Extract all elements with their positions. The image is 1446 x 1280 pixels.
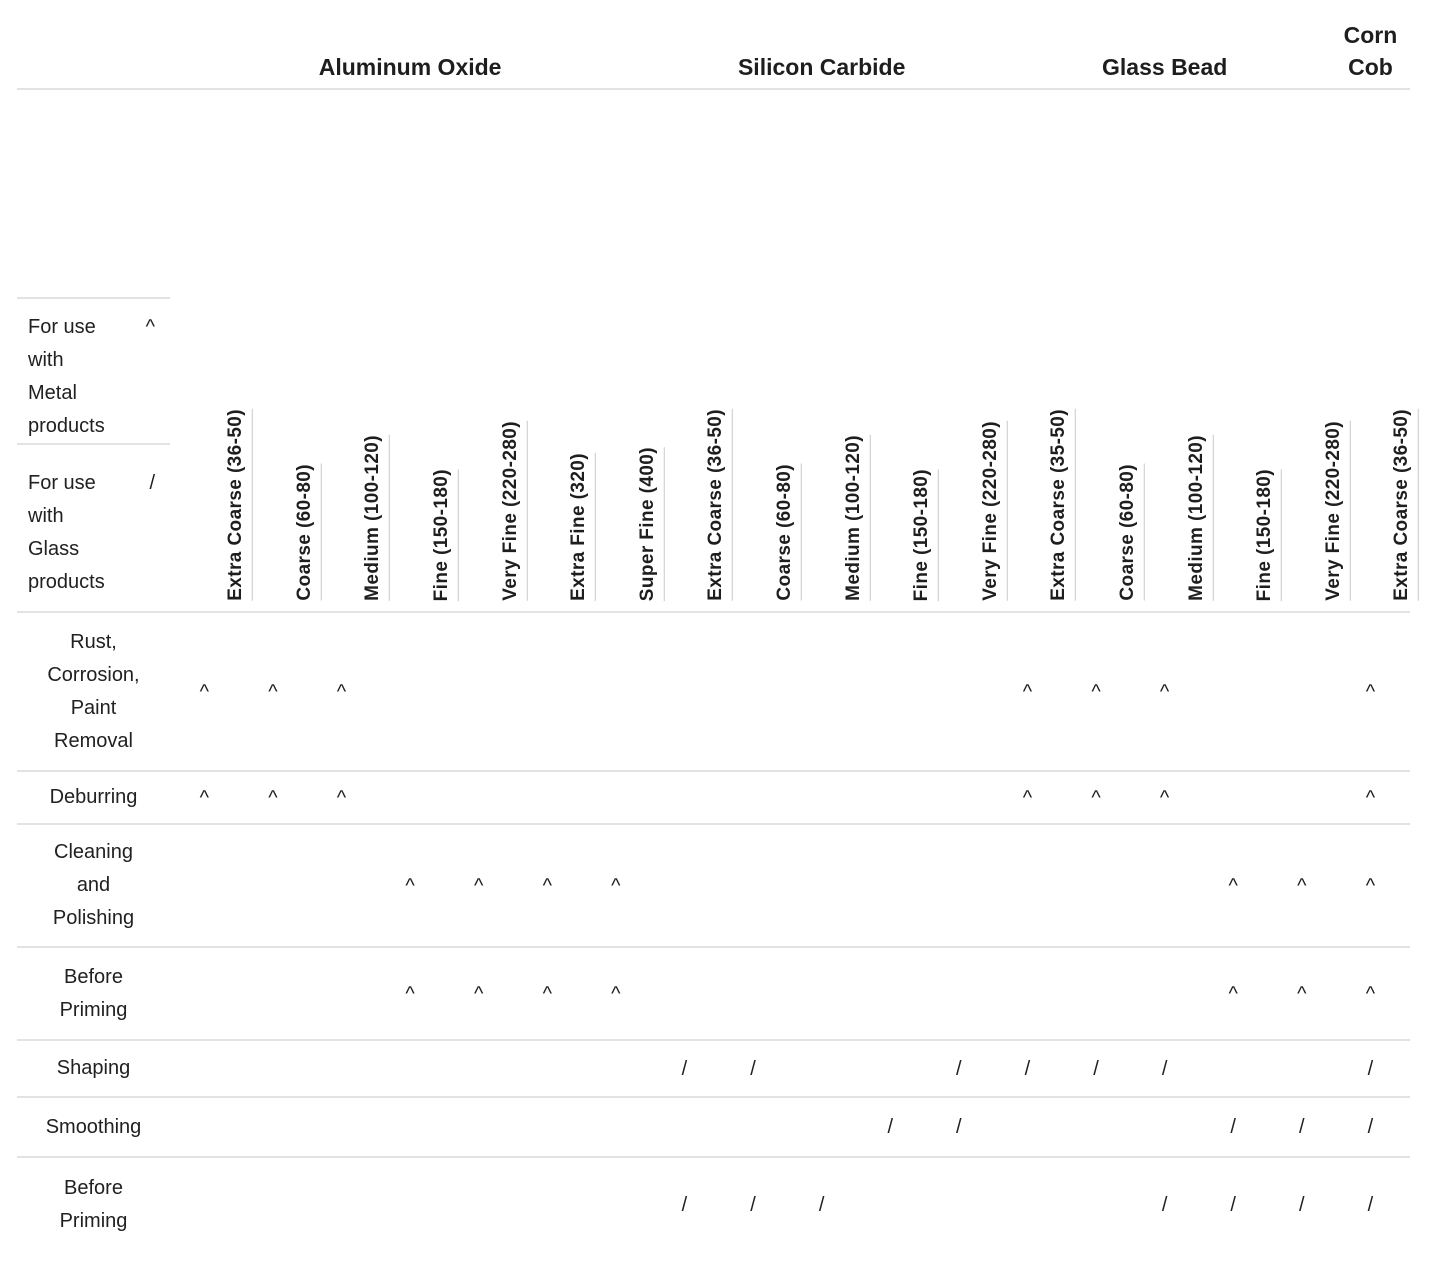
- grit-column-label: Coarse (60-80): [293, 464, 322, 601]
- metal-mark-icon: ^: [1228, 982, 1238, 1005]
- mark-cell: [307, 788, 376, 808]
- grit-column-label: Medium (100-120): [842, 435, 871, 601]
- mark-cell: [1062, 682, 1131, 702]
- media-group-label: Corn Cob: [1343, 22, 1398, 80]
- glass-mark-icon: /: [1161, 1057, 1168, 1080]
- metal-mark-icon: ^: [473, 982, 484, 1005]
- glass-mark-icon: /: [818, 1193, 825, 1216]
- glass-mark-icon: /: [681, 1057, 688, 1080]
- legend-text-line: [28, 410, 155, 443]
- grit-column: [376, 90, 453, 611]
- glass-mark-icon: /: [1161, 1193, 1168, 1216]
- mark-cell: [1199, 876, 1268, 896]
- mark-cell: [1336, 682, 1405, 702]
- grit-column-label: Fine (150-180): [430, 469, 459, 601]
- media-group-header-row: [17, 0, 1410, 90]
- metal-mark-icon: ^: [542, 874, 552, 897]
- grit-column: [582, 90, 658, 611]
- metal-mark-icon: ^: [405, 874, 415, 897]
- row-label: [17, 781, 170, 814]
- mark-cell: [1336, 1117, 1405, 1137]
- metal-mark-icon: ^: [1228, 874, 1238, 897]
- grit-column: [307, 90, 384, 611]
- grit-column-label: Fine (150-180): [1253, 469, 1282, 601]
- mark-cell: [1268, 1117, 1337, 1137]
- metal-mark-icon: ^: [268, 786, 278, 809]
- mark-cell: [513, 876, 582, 896]
- grit-column: [513, 90, 590, 611]
- metal-mark-icon: ^: [336, 680, 347, 703]
- glass-mark-icon: /: [887, 1116, 894, 1138]
- metal-mark-icon: ^: [542, 982, 552, 1005]
- table-content: [17, 0, 1413, 1251]
- metal-mark-icon: ^: [473, 874, 484, 897]
- grit-column-label: Fine (150-180): [910, 469, 939, 601]
- row-label-line: Shaping: [56, 1057, 131, 1079]
- legend-text: products: [28, 571, 105, 593]
- metal-mark-icon: ^: [1297, 874, 1307, 897]
- mark-cell: [376, 876, 445, 896]
- mark-cell: [1336, 1059, 1405, 1079]
- legend-text-line: [28, 467, 155, 500]
- metal-mark-icon: ^: [1022, 786, 1033, 809]
- mark-cell: [719, 1195, 788, 1215]
- metal-mark-icon: ^: [1365, 874, 1376, 897]
- glass-mark-icon: /: [1299, 1193, 1305, 1216]
- grit-column: [993, 90, 1070, 611]
- mark-cell: [1336, 1195, 1405, 1215]
- legend-text-line: [28, 500, 155, 533]
- mark-cell: [239, 788, 308, 808]
- media-group-header: [170, 51, 650, 88]
- row-label: [17, 626, 170, 758]
- table-row: [17, 1098, 1410, 1158]
- glass-mark-icon: /: [1230, 1116, 1236, 1138]
- row-label-line: Before: [64, 1176, 123, 1199]
- mark-cell: [444, 984, 513, 1004]
- mark-cell: [1130, 1059, 1199, 1079]
- media-group-header: [650, 51, 993, 88]
- grit-column-label: Very Fine (220-280): [499, 421, 528, 601]
- grit-column-label: Very Fine (220-280): [979, 421, 1008, 601]
- media-group-label: Glass Bead: [1102, 54, 1228, 80]
- grit-column-label: Very Fine (220-280): [1322, 421, 1351, 601]
- mark-cell: [307, 682, 376, 702]
- metal-mark-icon: ^: [199, 786, 209, 809]
- legend-text-line: [28, 377, 155, 410]
- mark-cell: [1336, 788, 1405, 808]
- grit-column-label: Coarse (60-80): [773, 464, 802, 601]
- metal-mark-icon: ^: [1159, 786, 1170, 809]
- mark-cell: [1130, 1195, 1199, 1215]
- metal-mark-icon: ^: [1091, 680, 1101, 703]
- legend-text: Glass: [28, 538, 80, 560]
- row-label: [17, 1052, 170, 1085]
- row-label: [17, 1172, 170, 1238]
- media-group-header: [1336, 19, 1405, 88]
- metal-mark-icon: ^: [1022, 680, 1033, 703]
- media-group-label: Aluminum Oxide: [318, 54, 502, 80]
- row-label-line: Polishing: [52, 907, 135, 929]
- grit-column: [1062, 90, 1139, 611]
- row-label-line: Removal: [54, 729, 133, 752]
- metal-mark-icon: ^: [268, 680, 278, 703]
- mark-cell: [1199, 984, 1268, 1004]
- mark-cell: [787, 1195, 856, 1215]
- mark-cell: [993, 1059, 1062, 1079]
- mark-cell: [444, 876, 513, 896]
- glass-slash-icon: /: [149, 472, 155, 494]
- grit-column: [856, 90, 933, 611]
- table-row: [17, 1041, 1410, 1098]
- legend: [17, 90, 170, 611]
- mark-cell: [1336, 984, 1405, 1004]
- glass-mark-icon: /: [1093, 1057, 1099, 1080]
- mark-cell: [1268, 876, 1337, 896]
- metal-mark-icon: ^: [1159, 680, 1170, 703]
- grit-column: [787, 90, 864, 611]
- mark-cell: [650, 1195, 719, 1215]
- metal-mark-icon: ^: [611, 874, 621, 897]
- metal-mark-icon: ^: [199, 680, 209, 703]
- grit-column-label: Extra Coarse (36-50): [1390, 409, 1419, 601]
- grit-column: [1336, 90, 1413, 611]
- row-label-line: Deburring: [49, 786, 138, 808]
- mark-cell: [1336, 876, 1405, 896]
- grit-column-header-row: [17, 90, 1413, 613]
- table-row: [17, 825, 1410, 948]
- table-body: [17, 613, 1410, 1251]
- grit-column-header: [1390, 409, 1419, 606]
- mark-cell: [1130, 682, 1199, 702]
- mark-cell: [582, 876, 651, 896]
- grit-column: [650, 90, 727, 611]
- glass-mark-icon: /: [956, 1057, 962, 1080]
- glass-mark-icon: /: [1230, 1193, 1236, 1216]
- row-label-line: Paint: [70, 696, 117, 719]
- grit-column: [170, 90, 247, 611]
- glass-mark-icon: /: [1024, 1057, 1031, 1080]
- mark-cell: [239, 682, 308, 702]
- legend-metal: [17, 297, 170, 443]
- mark-cell: [993, 788, 1062, 808]
- row-label-line: Smoothing: [45, 1115, 142, 1138]
- row-label-line: Rust,: [70, 630, 117, 653]
- mark-cell: [376, 984, 445, 1004]
- grit-column: [1199, 90, 1276, 611]
- mark-cell: [1268, 1195, 1337, 1215]
- grit-column: [239, 90, 315, 611]
- media-group-label: Silicon Carbide: [737, 54, 906, 80]
- legend-text-line: [28, 533, 155, 566]
- glass-mark-icon: /: [750, 1193, 756, 1216]
- legend-text: For use: [28, 472, 96, 494]
- glass-mark-icon: /: [750, 1057, 756, 1080]
- row-label-line: Priming: [59, 1209, 128, 1232]
- mark-cell: [170, 788, 239, 808]
- table-row: [17, 1158, 1410, 1251]
- legend-text: For use: [28, 316, 96, 338]
- grit-column-label: Coarse (60-80): [1116, 464, 1145, 601]
- mark-cell: [925, 1059, 994, 1079]
- row-label: [17, 836, 170, 935]
- legend-text: with: [28, 505, 64, 527]
- mark-cell: [1199, 1117, 1268, 1137]
- glass-mark-icon: /: [681, 1193, 688, 1216]
- row-label-line: Cleaning: [54, 841, 133, 863]
- grit-column-label: Medium (100-120): [1185, 435, 1214, 601]
- mark-cell: [170, 682, 239, 702]
- grit-column-label: Extra Coarse (35-50): [1047, 409, 1076, 601]
- metal-mark-icon: ^: [336, 786, 347, 809]
- legend-text-line: [28, 566, 155, 599]
- table-row: [17, 948, 1410, 1041]
- metal-caret-icon: ^: [145, 316, 155, 338]
- mark-cell: [1199, 1195, 1268, 1215]
- mark-cell: [856, 1117, 925, 1137]
- metal-mark-icon: ^: [611, 982, 621, 1005]
- grit-column-label: Medium (100-120): [361, 435, 390, 601]
- media-group-header: [993, 51, 1336, 88]
- mark-cell: [650, 1059, 719, 1079]
- metal-mark-icon: ^: [405, 982, 415, 1005]
- legend-text: products: [28, 415, 105, 437]
- mark-cell: [719, 1059, 788, 1079]
- glass-mark-icon: /: [1367, 1116, 1374, 1138]
- glass-mark-icon: /: [1367, 1057, 1374, 1080]
- metal-mark-icon: ^: [1091, 786, 1101, 809]
- table-row: [17, 772, 1410, 825]
- legend-text: with: [28, 349, 64, 371]
- mark-cell: [925, 1117, 994, 1137]
- row-label: [17, 1111, 170, 1144]
- grit-column: [1268, 90, 1344, 611]
- metal-mark-icon: ^: [1297, 982, 1307, 1005]
- mark-cell: [1268, 984, 1337, 1004]
- legend-glass: [17, 443, 170, 611]
- grit-column: [444, 90, 521, 611]
- row-label-line: and: [76, 874, 111, 896]
- table-row: [17, 613, 1410, 772]
- grit-column: [925, 90, 1001, 611]
- mark-cell: [1062, 1059, 1131, 1079]
- glass-mark-icon: /: [956, 1116, 962, 1138]
- grit-column-label: Super Fine (400): [636, 447, 665, 601]
- row-label-line: Corrosion,: [47, 663, 140, 686]
- metal-mark-icon: ^: [1365, 786, 1376, 809]
- row-label-line: Before: [64, 965, 123, 988]
- grit-column-label: Extra Coarse (36-50): [704, 409, 733, 601]
- mark-cell: [513, 984, 582, 1004]
- mark-cell: [1062, 788, 1131, 808]
- mark-cell: [1130, 788, 1199, 808]
- row-label-line: Priming: [59, 998, 128, 1021]
- metal-mark-icon: ^: [1365, 680, 1376, 703]
- mark-cell: [582, 984, 651, 1004]
- glass-mark-icon: /: [1367, 1193, 1374, 1216]
- grit-column: [719, 90, 796, 611]
- mark-cell: [993, 682, 1062, 702]
- legend-text: Metal: [28, 382, 77, 404]
- legend-text-line: [28, 311, 155, 344]
- glass-mark-icon: /: [1299, 1116, 1305, 1138]
- grit-column-label: Extra Fine (320): [567, 453, 596, 601]
- grit-column: [1130, 90, 1207, 611]
- legend-text-line: [28, 344, 155, 377]
- row-label: [17, 961, 170, 1027]
- grit-column-label: Extra Coarse (36-50): [224, 409, 253, 601]
- metal-mark-icon: ^: [1365, 982, 1376, 1005]
